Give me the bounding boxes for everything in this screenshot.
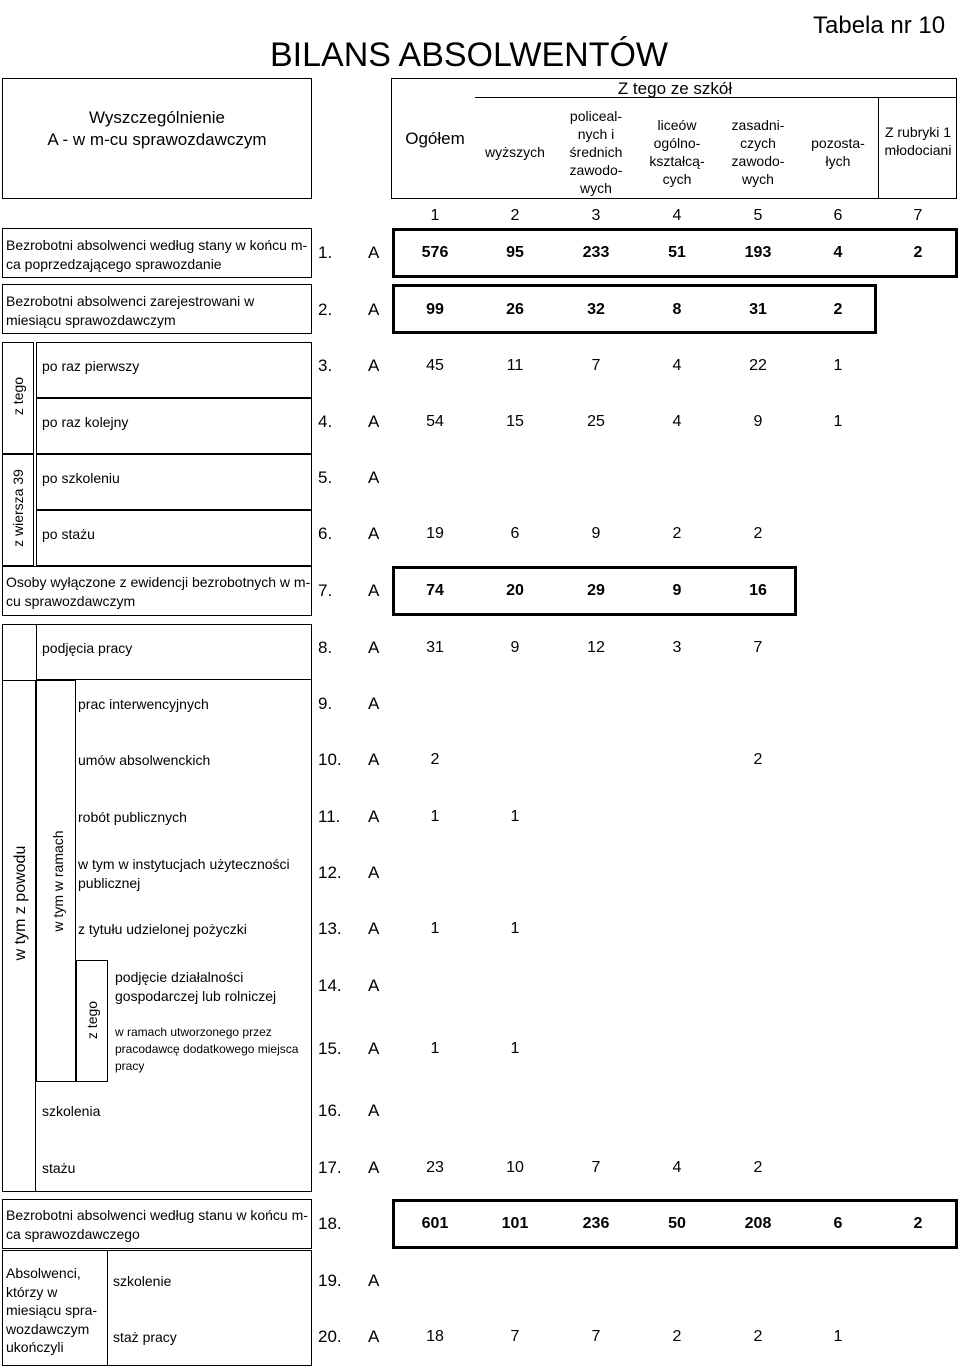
header-ogolem: Ogółem	[405, 129, 465, 148]
table-cell: 7	[753, 639, 763, 656]
table-cell: 2	[753, 525, 763, 542]
table-cell: 101	[501, 1215, 529, 1232]
row-letter: A	[368, 750, 380, 769]
row-label: w ramach utworzonego przez pracodawcę dodatkowego miejsca pracy	[115, 1025, 299, 1073]
table-cell: 9	[510, 639, 520, 656]
row-number: 16.	[318, 1101, 342, 1120]
row-letter: A	[368, 356, 380, 375]
table-cell: 31	[749, 301, 767, 318]
row-number: 15.	[318, 1039, 342, 1058]
table-cell: 1	[430, 808, 440, 825]
table-cell: 99	[426, 301, 444, 318]
column-number: 4	[672, 207, 682, 224]
table-cell: 12	[587, 639, 605, 656]
row-label: umów absolwenckich	[78, 752, 211, 768]
row-number: 17.	[318, 1158, 342, 1177]
row-number: 11.	[318, 807, 341, 826]
row-label: Bezrobotni absolwenci według stany w końcu m-ca poprzedzającego sprawozdanie	[6, 237, 308, 272]
table-cell: 1	[510, 808, 520, 825]
label-cell	[36, 398, 312, 454]
table-cell: 20	[506, 582, 524, 599]
table-cell: 2	[913, 1215, 923, 1232]
header-mlodociani: Z rubryki 1 młodociani	[884, 124, 952, 158]
row-label: szkolenie	[113, 1273, 172, 1289]
table-cell: 19	[426, 525, 444, 542]
column-number: 2	[510, 207, 520, 224]
table-cell: 2	[672, 525, 682, 542]
table-number: Tabela nr 10	[813, 12, 946, 39]
row-label: Bezrobotni absolwenci według stanu w końcu m-ca sprawozdawczego	[6, 1207, 308, 1242]
row-label: po raz pierwszy	[42, 358, 140, 374]
table-cell: 25	[587, 413, 605, 430]
row-number: 14.	[318, 976, 342, 995]
row-letter: A	[368, 468, 380, 487]
table-cell: 51	[668, 244, 686, 261]
row-letter: A	[368, 807, 380, 826]
group-z-tego-2: z tego	[84, 1000, 100, 1040]
row-letter: A	[368, 412, 380, 431]
row-letter: A	[368, 1271, 380, 1290]
header-policealnych: policeal- nych i średnich zawodo- wych	[569, 108, 623, 196]
table-cell: 2	[753, 751, 763, 768]
row-number: 7.	[318, 581, 333, 600]
table-cell: 1	[833, 1328, 843, 1345]
row-label: w tym w instytucjach użyteczności publicznej	[78, 856, 290, 891]
row-label: Bezrobotni absolwenci zarejestrowani w miesiącu sprawozdawczym	[6, 293, 255, 328]
table-cell: 22	[749, 357, 767, 374]
row-label: podjęcia pracy	[42, 640, 133, 656]
row-letter: A	[368, 638, 380, 657]
table-cell: 208	[744, 1215, 772, 1232]
row-letter: A	[368, 581, 380, 600]
column-number: 7	[913, 207, 923, 224]
table-cell: 29	[587, 582, 605, 599]
row-number: 20.	[318, 1327, 342, 1346]
row-letter: A	[368, 863, 380, 882]
group-absolwenci: Absolwenci, którzy w miesiącu spra- wozdawczym ukończyli	[6, 1265, 98, 1356]
row-letter: A	[368, 524, 380, 543]
table-cell: 8	[672, 301, 682, 318]
table-cell: 50	[668, 1215, 686, 1232]
row-label: robót publicznych	[78, 809, 187, 825]
table-cell: 16	[749, 582, 767, 599]
table-cell: 7	[591, 1328, 601, 1345]
label-cell	[36, 454, 312, 510]
label-cell	[2, 228, 312, 278]
table-cell: 1	[430, 920, 440, 937]
row-letter: A	[368, 1327, 380, 1346]
row-letter: A	[368, 694, 380, 713]
table-cell: 10	[506, 1159, 524, 1176]
column-number: 5	[753, 207, 763, 224]
group-z-tego: z tego	[10, 376, 26, 416]
label-cell	[2, 566, 312, 616]
group-z-wiersza-39: z wiersza 39	[10, 469, 26, 547]
label-cell	[2, 284, 312, 334]
table-cell: 23	[426, 1159, 444, 1176]
table-cell: 3	[672, 639, 682, 656]
row-letter: A	[368, 1101, 380, 1120]
row-number: 4.	[318, 412, 333, 431]
table-cell: 7	[591, 357, 601, 374]
table-cell: 4	[833, 244, 843, 261]
table-cell: 193	[744, 244, 772, 261]
row-label: szkolenia	[42, 1103, 101, 1119]
table-cell: 4	[672, 357, 682, 374]
row-number: 10.	[318, 750, 342, 769]
table-cell: 2	[913, 244, 923, 261]
row-number: 6.	[318, 524, 333, 543]
table-cell: 9	[753, 413, 763, 430]
row-label: po szkoleniu	[42, 470, 120, 486]
row-label: po raz kolejny	[42, 414, 129, 430]
row-number: 8.	[318, 638, 333, 657]
row-label: po stażu	[42, 526, 95, 542]
row-number: 1.	[318, 243, 333, 262]
label-cell	[36, 624, 312, 680]
group-w-tym-w-ramach: w tym w ramach	[50, 830, 66, 932]
row-number: 9.	[318, 694, 333, 713]
table-cell: 9	[672, 582, 682, 599]
row-number: 12.	[318, 863, 342, 882]
row-letter: A	[368, 300, 380, 319]
row-number: 13.	[318, 919, 342, 938]
table-cell: 2	[753, 1328, 763, 1345]
table-cell: 1	[833, 413, 843, 430]
table-cell: 54	[426, 413, 444, 430]
row-number: 5.	[318, 468, 333, 487]
row-letter: A	[368, 1039, 380, 1058]
header-zasadniczych: zasadni- czych zawodo- wych	[731, 117, 785, 187]
header-z-tego-ze-szkol: Z tego ze szkół	[617, 79, 733, 98]
table-cell: 11	[506, 357, 524, 374]
group-w-tym-z-powodu: w tym z powodu	[12, 845, 29, 961]
label-cell	[36, 510, 312, 566]
table-cell: 4	[672, 413, 682, 430]
table-cell: 9	[591, 525, 601, 542]
table-cell: 2	[753, 1159, 763, 1176]
row-label: Osoby wyłączone z ewidencji bezrobotnych w m-cu sprawozdawczym	[6, 574, 311, 609]
header-description: Wyszczególnienie A - w m-cu sprawozdawczym	[47, 108, 267, 149]
row-number: 3.	[318, 356, 333, 375]
table-cell: 6	[510, 525, 520, 542]
row-label: podjęcie działalności gospodarczej lub rolniczej	[115, 969, 277, 1004]
row-letter: A	[368, 243, 380, 262]
column-number: 6	[833, 207, 843, 224]
table-cell: 74	[426, 582, 444, 599]
label-cell	[2, 1199, 312, 1249]
table-cell: 26	[506, 301, 524, 318]
table-cell: 2	[833, 301, 843, 318]
table-cell: 4	[672, 1159, 682, 1176]
page-title: BILANS ABSOLWENTÓW	[270, 36, 669, 74]
table-cell: 1	[510, 1040, 520, 1057]
table-cell: 1	[510, 920, 520, 937]
row-number: 2.	[318, 300, 333, 319]
header-wyzszych: wyższych	[485, 144, 545, 160]
table-cell: 2	[672, 1328, 682, 1345]
column-number: 1	[430, 207, 440, 224]
table-cell: 7	[591, 1159, 601, 1176]
header-pozostalych: pozosta- łych	[811, 135, 865, 169]
table-cell: 1	[833, 357, 843, 374]
row-number: 19.	[318, 1271, 342, 1290]
table-cell: 1	[430, 1040, 440, 1057]
table-cell: 31	[426, 639, 444, 656]
row-letter: A	[368, 976, 380, 995]
table-cell: 236	[582, 1215, 610, 1232]
header-liceow: liceów ogólno- kształcą- cych	[649, 117, 705, 187]
table-cell: 601	[421, 1215, 449, 1232]
table-cell: 576	[421, 244, 449, 261]
row-label: prac interwencyjnych	[78, 696, 209, 712]
label-cell	[36, 342, 312, 398]
table-cell: 32	[587, 301, 605, 318]
table-cell: 18	[426, 1328, 444, 1345]
row-letter: A	[368, 1158, 380, 1177]
table-cell: 95	[506, 244, 524, 261]
row-label: z tytułu udzielonej pożyczki	[78, 921, 247, 937]
table-cell: 2	[430, 751, 440, 768]
row-number: 18.	[318, 1214, 342, 1233]
column-number: 3	[591, 207, 601, 224]
table-cell: 7	[510, 1328, 520, 1345]
table-cell: 6	[833, 1215, 843, 1232]
row-label: staż pracy	[113, 1329, 177, 1345]
header-mlodociani-cell	[878, 97, 957, 199]
row-label: stażu	[42, 1160, 76, 1176]
table-cell: 15	[506, 413, 524, 430]
table-cell: 45	[426, 357, 444, 374]
row-letter: A	[368, 919, 380, 938]
table-cell: 233	[582, 244, 610, 261]
